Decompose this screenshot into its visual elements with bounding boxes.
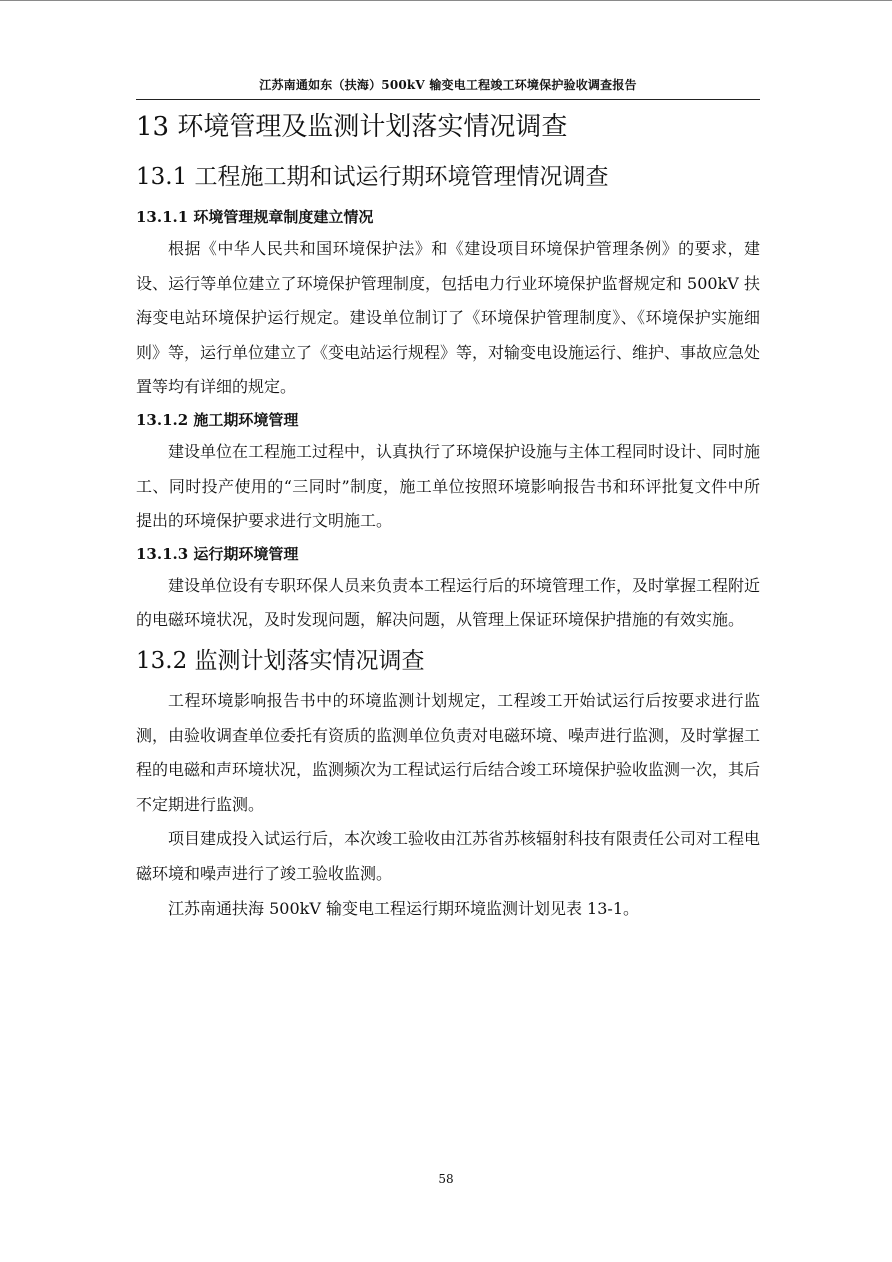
paragraph-13-1-2: 建设单位在工程施工过程中，认真执行了环境保护设施与主体工程同时设计、同时施工、同时投产使用的“三同时”制度，施工单位按照环境影响报告书和环评批复文件中所提出的环境保护要求进行文明施工。 xyxy=(136,441,761,531)
page-content xyxy=(136,106,760,926)
subsection-title-13-1-3: 13.1.3 运行期环境管理 xyxy=(136,544,299,563)
paragraph-13-1-3: 建设单位设有专职环保人员来负责本工程运行后的环境管理工作，及时掌握工程附近的电磁环境状况，及时发现问题，解决问题，从管理上保证环境保护措施的有效实施。 xyxy=(136,575,761,630)
subsection-title-13-1-2: 13.1.2 施工期环境管理 xyxy=(136,410,299,429)
subsection-title-13-1-1: 13.1.1 环境管理规章制度建立情况 xyxy=(136,208,374,226)
section-title-13-1: 13.1 工程施工期和试运行期环境管理情况调查 xyxy=(136,164,609,190)
chapter-title: 13 环境管理及监测计划落实情况调查 xyxy=(136,112,568,142)
page-top-border xyxy=(0,0,892,1)
section-title-13-2: 13.2 监测计划落实情况调查 xyxy=(136,647,425,674)
paragraph-13-1-1: 根据《中华人民共和国环境保护法》和《建设项目环境保护管理条例》的要求，建设、运行等单位建立了环境保护管理制度，包括电力行业环境保护监督规定和 500kV 扶海变电站环境保护运行规定。建设单位制订了《环境保护管理制度》、《环境保护实施细则》等，运行单位建立了《变电站运行规程》等，对输变电设施运行、维护、事故应急处置等均有详细的规定。 xyxy=(136,239,761,397)
running-header: 江苏南通如东（扶海）500kV 输变电工程竣工环境保护验收调查报告 xyxy=(259,78,637,92)
paragraph-13-2-table-reference: 江苏南通扶海 500kV 输变电工程运行期环境监测计划见表 13-1。 xyxy=(168,898,639,918)
header-rule xyxy=(136,99,760,100)
paragraph-13-2-monitoring-plan: 工程环境影响报告书中的环境监测计划规定，工程竣工开始试运行后按要求进行监测，由验收调查单位委托有资质的监测单位负责对电磁环境、噪声进行监测，及时掌握工程的电磁和声环境状况，监测频次为工程试运行后结合竣工环境保护验收监测一次，其后不定期进行监测。 xyxy=(136,690,761,814)
page-number: 58 xyxy=(438,1172,454,1186)
paragraph-13-2-acceptance-monitoring: 项目建成投入试运行后，本次竣工验收由江苏省苏核辐射科技有限责任公司对工程电磁环境和噪声进行了竣工验收监测。 xyxy=(136,829,761,883)
